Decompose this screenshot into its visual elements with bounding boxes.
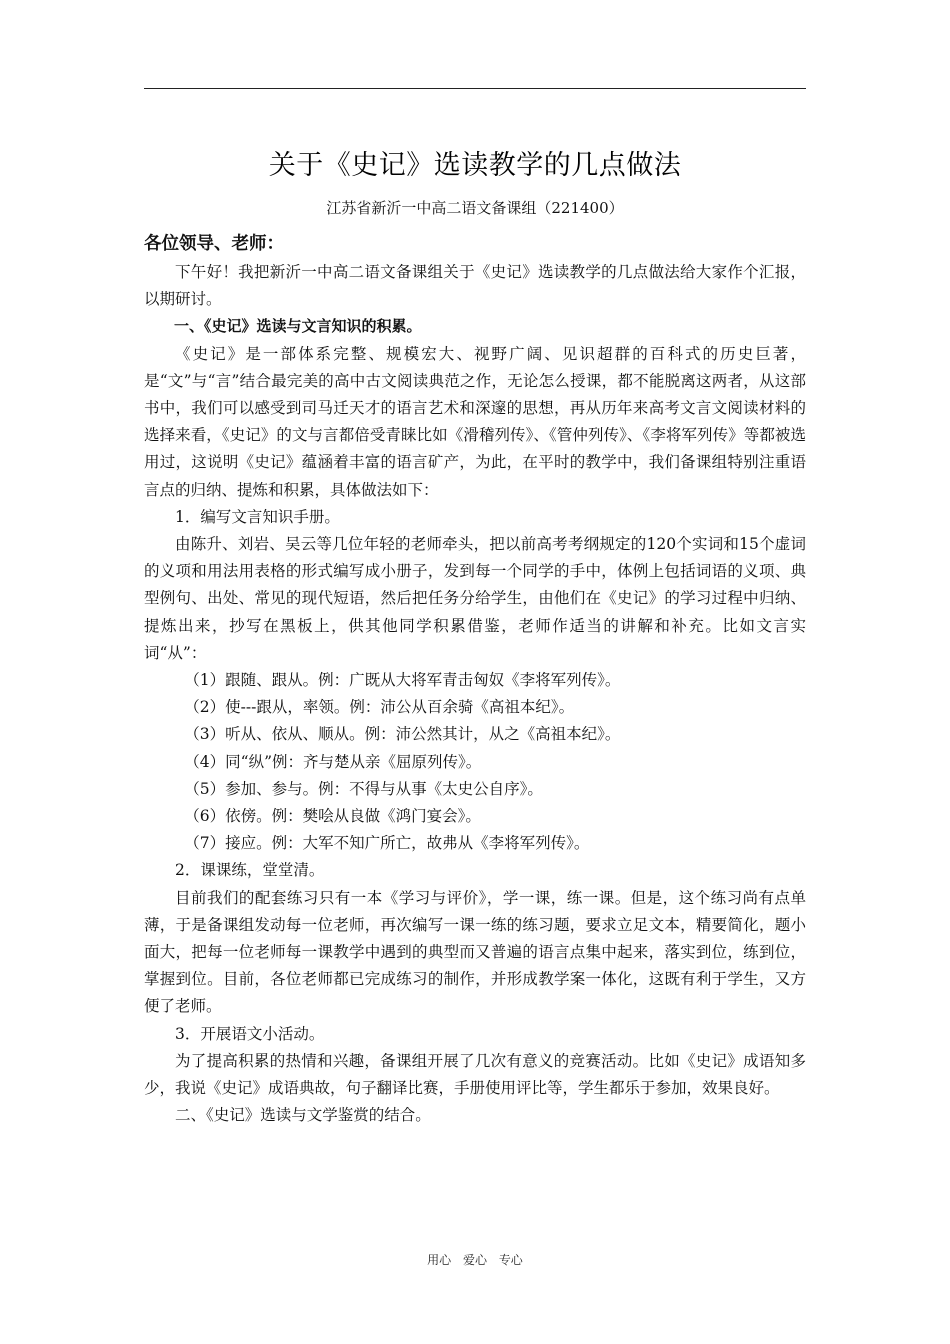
- sense-item: （1）跟随、跟从。例：广既从大将军青击匈奴《李将军列传》。: [184, 671, 621, 690]
- page-footer: 用心 爱心 专心: [427, 1253, 523, 1267]
- item-2-heading: 2．课课练，堂堂清。: [175, 861, 325, 880]
- item-2-paragraph: 目前我们的配套练习只有一本《学习与评价》，学一课，练一课。但是，这个练习尚有点单薄，于是备课组发动每一位老师，再次编写一课一练的练习题，要求立足文本，精要简化，题小面大，把每一位老师每一课教学中遇到的典型而又普遍的语言点集中起来，落实到位，练到位，掌握到位。目前，各位老师都已完成练习的制作，并形成教学案一体化，这既有利于学生，又方便了老师。: [144, 888, 806, 1016]
- sense-item: （5）参加、参与。例：不得与从事《太史公自序》。: [184, 779, 543, 798]
- section-2-heading: 二、《史记》选读与文学鉴赏的结合。: [175, 1106, 431, 1125]
- item-1-heading: 1．编写文言知识手册。: [175, 507, 340, 526]
- sense-item: （3）听从、依从、顺从。例：沛公然其计，从之《高祖本纪》。: [184, 725, 621, 744]
- sense-item: （6）依傍。例：樊哙从良做《鸿门宴会》。: [184, 807, 481, 826]
- item-3-paragraph: 为了提高积累的热情和兴趣，备课组开展了几次有意义的竞赛活动。比如《史记》成语知多少，我说《史记》成语典故，句子翻译比赛，手册使用评比等，学生都乐于参加，效果良好。: [144, 1051, 806, 1098]
- intro-paragraph: 下午好！我把新沂一中高二语文备课组关于《史记》选读教学的几点做法给大家作个汇报，以期研讨。: [144, 263, 806, 309]
- document-title: 关于《史记》选读教学的几点做法: [268, 150, 682, 181]
- section-1-paragraph: 《史记》是一部体系完整、规模宏大、视野广阔、见识超群的百科式的历史巨著，是“文”与“言”结合最完美的高中古文阅读典范之作，无论怎么授课，都不能脱离这两者，从这部书中，我们可以感受到司马迁天才的语言艺术和深邃的思想，再从历年来高考文言文阅读材料的选择来看，《史记》的文与言都倍受青睐比如《滑稽列传》、《管仲列传》、《李将军列传》等都被选用过，这说明《史记》蕴涵着丰富的语言矿产，为此，在平时的教学中，我们备课组特别注重语言点的归纳、提炼和积累，具体做法如下：: [144, 344, 806, 499]
- item-3-heading: 3．开展语文小活动。: [175, 1024, 325, 1043]
- sense-item: （4）同“纵”例：齐与楚从亲《屈原列传》。: [184, 752, 482, 771]
- sense-item: （2）使---跟从，率领。例：沛公从百余骑《高祖本纪》。: [184, 698, 575, 717]
- item-1-paragraph: 由陈升、刘岩、吴云等几位年轻的老师牵头，把以前高考考纲规定的120个实词和15个虚词的义项和用法用表格的形式编写成小册子，发到每一个同学的手中，体例上包括词语的义项、典型例句、出处、常见的现代短语，然后把任务分给学生，由他们在《史记》的学习过程中归纳、提炼出来，抄写在黑板上，供其他同学积累借鉴，老师作适当的讲解和补充。比如文言实词“从”：: [144, 535, 806, 662]
- greeting: 各位领导、老师：: [144, 234, 284, 254]
- section-1-heading: 一、《史记》选读与文言知识的积累。: [174, 317, 422, 336]
- header-rule: [144, 88, 806, 89]
- sense-item: （7）接应。例：大军不知广所亡，故弗从《李将军列传》。: [184, 834, 590, 853]
- document-body: [144, 230, 806, 1130]
- document-subtitle: 江苏省新沂一中高二语文备课组（221400）: [326, 199, 624, 217]
